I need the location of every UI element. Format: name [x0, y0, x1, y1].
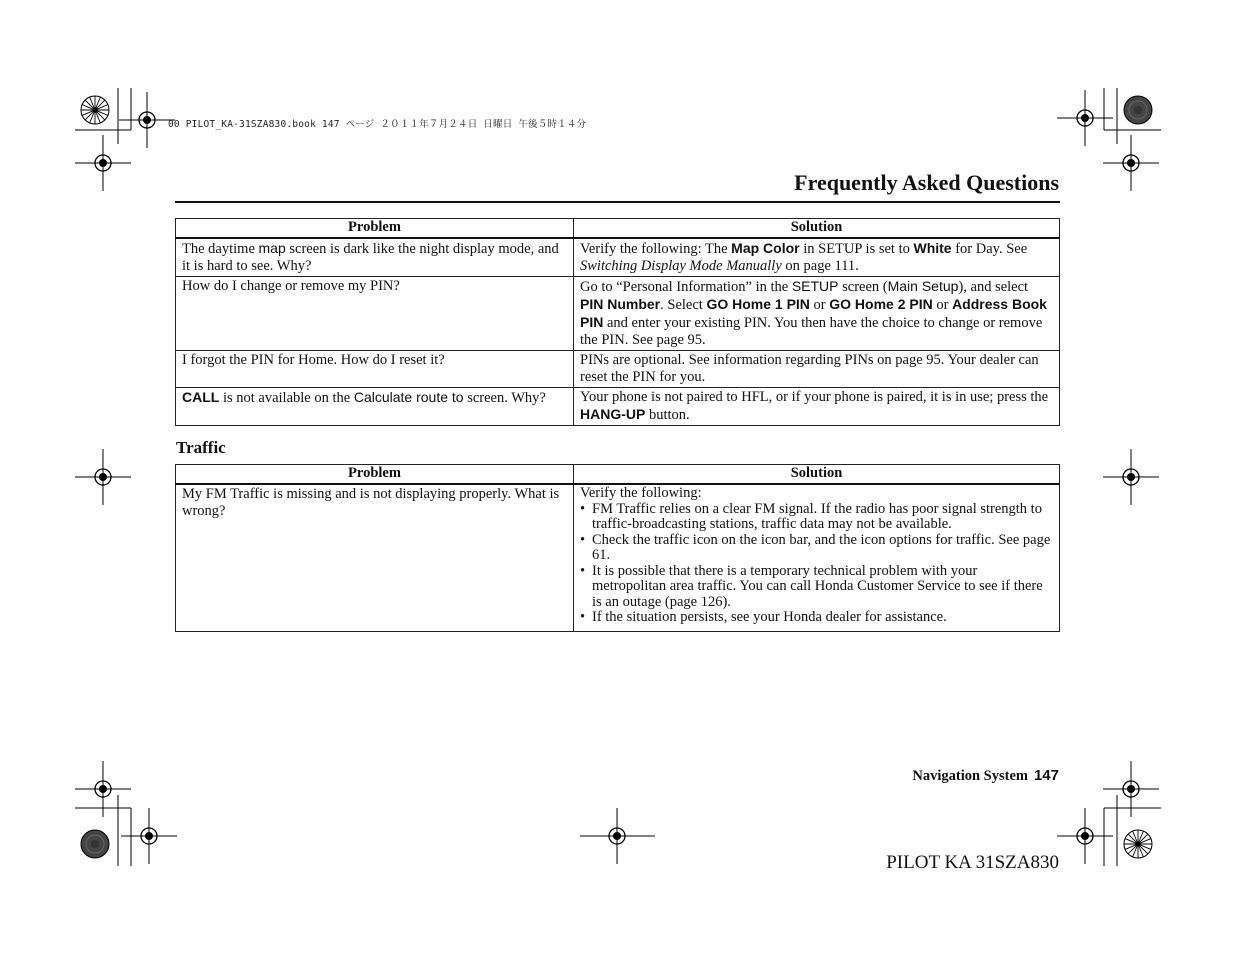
- table-row: [176, 277, 1060, 351]
- book-code: PILOT KA 31SZA830: [886, 852, 1059, 873]
- problem-cell: How do I change or remove my PIN?: [176, 277, 574, 351]
- solution-cell: Go to “Personal Information” in the SETUP screen (Main Setup), and select PIN Number. Select GO Home 1 PIN or GO Home 2 PIN or Address Book PIN and enter your existing PIN. You then have the choice to change or remove the PIN. See page 95.: [574, 277, 1060, 351]
- table-row: [176, 484, 1060, 631]
- solution-intro: Verify the following:: [580, 485, 702, 501]
- printer-slug-line: 00 PILOT_KA-31SZA830.book 147 ページ ２０１１年７月２４日 日曜日 午後５時１４分: [168, 119, 587, 130]
- table-header-row: [176, 219, 1060, 239]
- table-row: [176, 238, 1060, 277]
- page-footer: [912, 767, 1059, 785]
- problem-cell: The daytime map screen is dark like the night display mode, and it is hard to see. Why?: [176, 238, 574, 277]
- title-rule: [175, 201, 1060, 203]
- table-row: [176, 351, 1060, 388]
- solution-cell: Verify the following: The Map Color in SETUP is set to White for Day. See Switching Display Mode Manually on page 111.: [574, 238, 1060, 277]
- solution-bullet-list: [580, 502, 1053, 626]
- faq-table: [175, 218, 1060, 426]
- page-title: Frequently Asked Questions: [794, 170, 1059, 195]
- list-item: • Check the traffic icon on the icon bar, and the icon options for traffic. See page 61.: [592, 533, 1053, 564]
- solution-cell: [574, 484, 1060, 631]
- traffic-faq-table: [175, 464, 1060, 632]
- problem-cell: My FM Traffic is missing and is not displaying properly. What is wrong?: [176, 484, 574, 631]
- table-row: [176, 388, 1060, 426]
- problem-cell: CALL is not available on the Calculate route to screen. Why?: [176, 388, 574, 426]
- solution-cell: PINs are optional. See information regarding PINs on page 95. Your dealer can reset the PIN for you.: [574, 351, 1060, 388]
- header-problem: Problem: [176, 465, 574, 485]
- list-item: • It is possible that there is a temporary technical problem with your metropolitan area traffic. You can call Honda Customer Service to see if there is an outage (page 126).: [592, 564, 1053, 611]
- footer-section-name: Navigation System: [912, 768, 1028, 784]
- list-item: • If the situation persists, see your Honda dealer for assistance.: [592, 610, 1053, 626]
- header-solution: Solution: [574, 465, 1060, 485]
- list-item: • FM Traffic relies on a clear FM signal. If the radio has poor signal strength to traffic-broadcasting stations, traffic data may not be available.: [592, 502, 1053, 533]
- page-number: 147: [1033, 767, 1059, 784]
- solution-cell: Your phone is not paired to HFL, or if your phone is paired, it is in use; press the HANG-UP button.: [574, 388, 1060, 426]
- problem-cell: I forgot the PIN for Home. How do I reset it?: [176, 351, 574, 388]
- section-heading-traffic: Traffic: [176, 438, 226, 457]
- table-header-row: [176, 465, 1060, 485]
- header-problem: Problem: [176, 219, 574, 239]
- header-solution: Solution: [574, 219, 1060, 239]
